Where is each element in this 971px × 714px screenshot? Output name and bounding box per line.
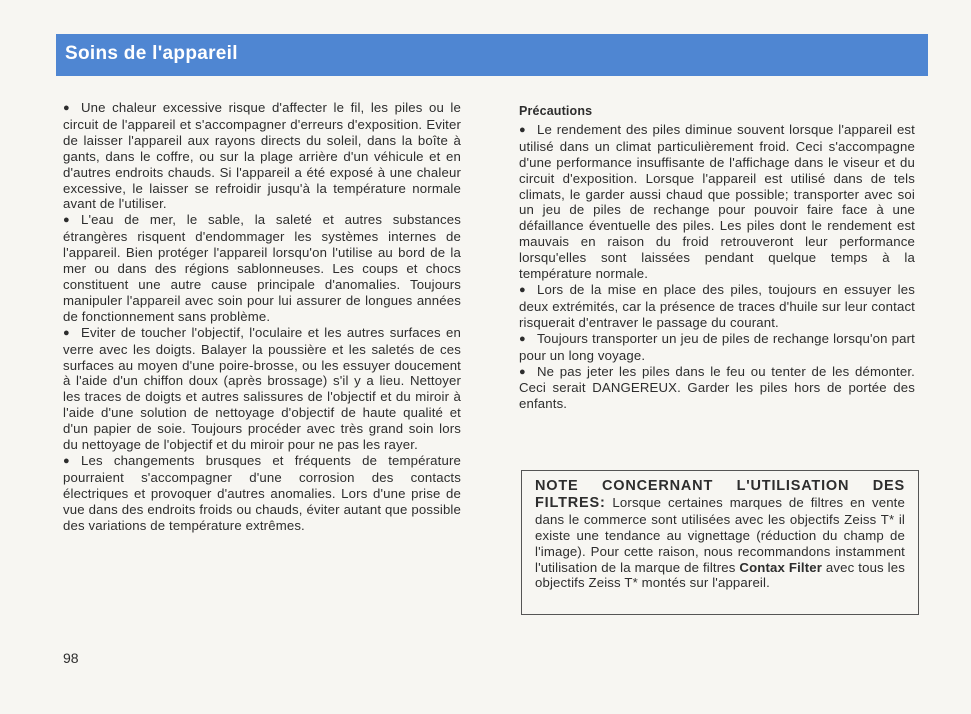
left-column	[63, 100, 461, 533]
paragraph: ● Eviter de toucher l'objectif, l'oculaire et les autres surfaces en verre avec les doigts. Balayer la poussière et les saletés de ces surfaces au moyen d'une poire-brosse, ou les essuyer doucement à l'aide d'un chiffon doux (après brossage) s'il y a lieu. Nettoyer les traces de doigts et autres salissures de l'objectif et du miroir à l'aide d'une solution de nettoyage d'objectif de haute qualité et d'un papier de soie. Toujours procéder avec très grand soin lors du nettoyage de l'objectif et du miroir pour ne pas les rayer.	[63, 324, 461, 453]
right-column	[519, 104, 915, 412]
paragraph: ● L'eau de mer, le sable, la saleté et autres substances étrangères risquent d'endommager les systèmes internes de l'appareil. Bien protéger l'appareil lorsqu'on l'utilise au bord de la mer ou dans des régions sablonneuses. Les coups et chocs constituent une autre cause principale d'anomalies. Toujours manipuler l'appareil avec soin pour lui assurer de longues années de fonctionnement sans problème.	[63, 212, 461, 324]
section-title: Soins de l'appareil	[65, 43, 238, 64]
bullet-icon: ●	[63, 214, 70, 227]
bullet-icon: ●	[519, 365, 526, 378]
paragraph: ● Une chaleur excessive risque d'affecter le fil, les piles ou le circuit de l'appareil et s'accompagner d'erreurs d'exposition. Eviter de laisser l'appareil aux rayons directs du soleil, dans la boîte à gants, dans le coffre, ou sur la plage arrière d'un véhicule et en d'autres endroits chauds. Si l'appareil a été exposé à une chaleur excessive, le laisser se refroidir jusqu'à la température normale avant de l'utiliser.	[63, 100, 461, 212]
precautions-heading: Précautions	[519, 104, 593, 118]
paragraph: ● Lors de la mise en place des piles, toujours en essuyer les deux extrémités, car la présence de traces d'huile sur leur contact risquerait d'entraver le passage du courant.	[519, 281, 915, 330]
bullet-icon: ●	[519, 332, 526, 345]
note-brand: Contax Filter	[739, 559, 823, 575]
bullet-icon: ●	[63, 454, 70, 467]
section-title-bar	[56, 34, 928, 76]
paragraph: ● Ne pas jeter les piles dans le feu ou tenter de les démonter. Ceci serait DANGEREUX. Garder les piles hors de portée des enfants.	[519, 363, 915, 412]
note-text-end: avec tous les objectifs Zeiss T* montés sur l'appareil.	[535, 559, 905, 591]
bullet-icon: ●	[519, 123, 526, 136]
filter-note-box	[521, 470, 919, 615]
note-title: NOTE CONCERNANT L'UTILISATION DES FILTRES:	[535, 478, 905, 511]
paragraph: ● Toujours transporter un jeu de piles de rechange lorsqu'on part pour un long voyage.	[519, 330, 915, 363]
note-text: Lorsque certaines marques de filtres en vente dans le commerce sont utilisées avec les objectifs Zeiss T* il existe une tendance au vignettage (réduction du champ de l'image). Pour cette raison, nous recommandons instamment l'utilisation de la marque de filtres	[535, 494, 905, 575]
paragraph: ● Les changements brusques et fréquents de température pourraient s'accompagner d'une corrosion des contacts électriques et provoquer d'autres anomalies. Lors d'une prise de vue dans des endroits froids ou chauds, éviter autant que possible des variations de température extrêmes.	[63, 452, 461, 533]
bullet-icon: ●	[63, 102, 70, 114]
paragraph: ● Le rendement des piles diminue souvent lorsque l'appareil est utilisé dans un climat particulièrement froid. Ceci s'accompagne d'une performance insuffisante de l'affichage dans le viseur et du circuit d'exposition. Lorsque l'appareil est utilisé dans de tels climats, le garder aussi chaud que possible; transporter avec soi un jeu de piles de rechange pour pouvoir faire face à une défaillance éventuelle des piles. Les piles dont le rendement est mauvais en raison du froid retrouveront leur performance lorsqu'elles sont laissées pendant quelque temps à la température normale.	[519, 121, 915, 282]
page-number: 98	[63, 650, 79, 666]
bullet-icon: ●	[519, 283, 526, 296]
bullet-icon: ●	[63, 326, 70, 339]
